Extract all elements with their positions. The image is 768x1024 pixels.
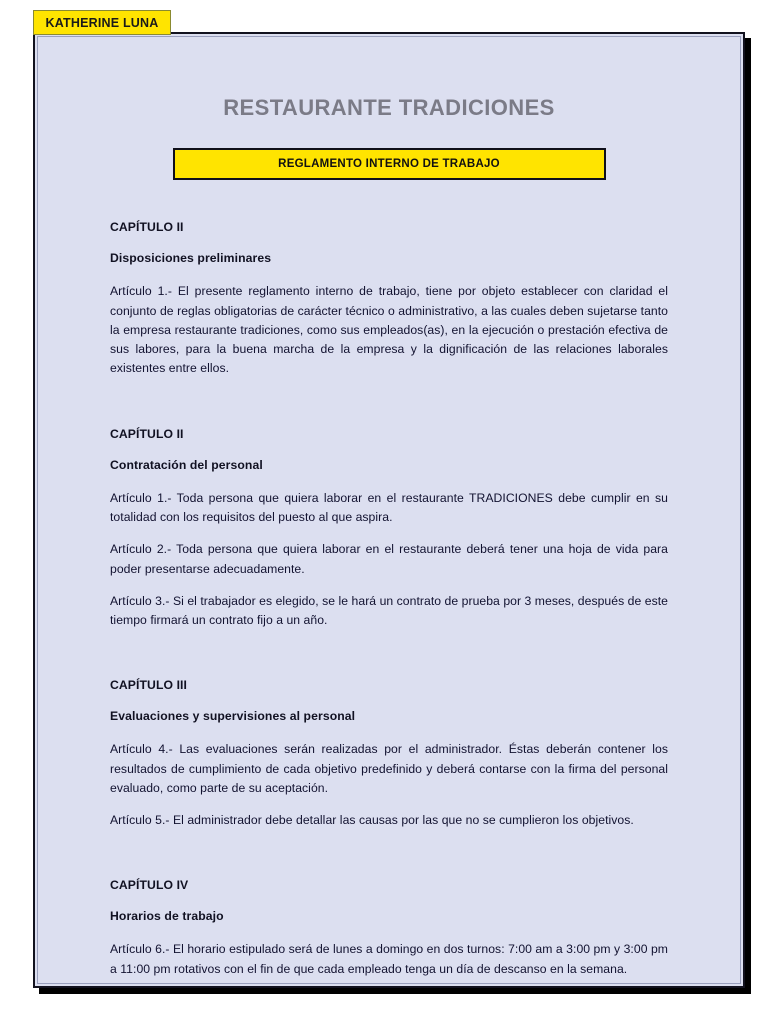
section-spacer — [110, 405, 668, 427]
article-paragraph: Artículo 4.- Las evaluaciones serán realizadas por el administrador. Éstas deberán contener los resultados de cumplimiento de cada objetivo predefinido y deberá contarse con la firma del personal evaluado, como parte de su aceptación. — [110, 742, 668, 795]
author-name-tab — [33, 10, 171, 35]
document-content — [38, 37, 740, 979]
chapter-subheading: Horarios de trabajo — [110, 909, 224, 924]
document-page — [33, 32, 745, 988]
chapter-heading: CAPÍTULO IV — [110, 878, 189, 893]
chapter-heading: CAPÍTULO III — [110, 678, 188, 693]
chapter-section — [110, 678, 668, 830]
section-spacer — [110, 856, 668, 878]
subtitle-banner — [173, 148, 606, 180]
chapter-subheading: Disposiciones preliminares — [110, 251, 272, 266]
chapter-subheading: Evaluaciones y supervisiones al personal — [110, 709, 356, 724]
section-spacer — [110, 656, 668, 678]
document-page-inner-border — [37, 36, 741, 984]
article-paragraph: Artículo 1.- El presente reglamento interno de trabajo, tiene por objeto establecer con claridad el conjunto de reglas obligatorias de carácter técnico o administrativo, a las cuales deben sujetarse tanto la empresa restaurante tradiciones, como sus empleados(as), en la ejecución o prestación efectiva de sus labores, para la buena marcha de la empresa y la dignificación de las relaciones laborales existentes entre ellos. — [110, 284, 668, 376]
document-body — [110, 220, 668, 979]
author-name-label: KATHERINE LUNA — [45, 15, 159, 30]
chapter-heading: CAPÍTULO II — [110, 220, 184, 235]
article-paragraph: Artículo 5.- El administrador debe detallar las causas por las que no se cumplieron los objetivos. — [110, 813, 634, 828]
chapter-section — [110, 220, 668, 378]
page-title: RESTAURANTE TRADICIONES — [223, 95, 555, 120]
subtitle-banner-label: REGLAMENTO INTERNO DE TRABAJO — [278, 158, 500, 171]
article-paragraph: Artículo 1.- Toda persona que quiera laborar en el restaurante TRADICIONES debe cumplir en su totalidad con los requisitos del puesto al que aspira. — [110, 490, 668, 524]
chapter-section — [110, 427, 668, 631]
chapter-heading: CAPÍTULO II — [110, 426, 184, 441]
article-paragraph: Artículo 3.- Si el trabajador es elegido, se le hará un contrato de prueba por 3 meses, después de este tiempo firmará un contrato fijo a un año. — [110, 593, 668, 628]
chapter-subheading: Contratación del personal — [110, 457, 263, 472]
chapter-section — [110, 878, 668, 979]
article-paragraph: Artículo 2.- Toda persona que quiera laborar en el restaurante deberá tener una hoja de vida para poder presentarse adecuadamente. — [110, 542, 668, 576]
article-paragraph: Artículo 6.- El horario estipulado será de lunes a domingo en dos turnos: 7:00 am a 3:00 pm y 3:00 pm a 11:00 pm rotativos con el fin de que cada empleado tenga un día de descanso en la semana. — [110, 942, 668, 976]
